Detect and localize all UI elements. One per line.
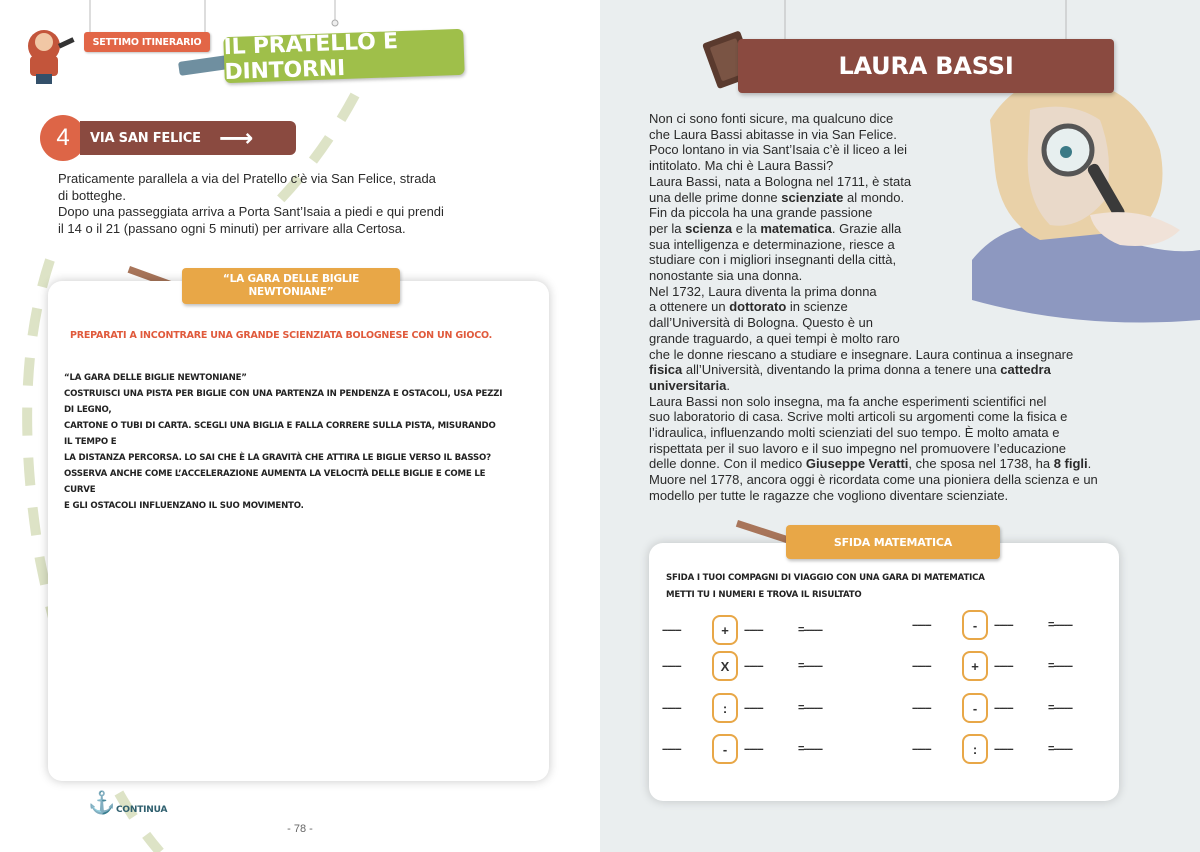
bio-text-run: per la [649, 220, 686, 236]
bio-line [649, 205, 1149, 221]
stop-number-badge: 4 [40, 115, 86, 161]
anchor-icon: ⚓ [88, 790, 116, 815]
bio-text-run: Nel 1732, Laura diventa la prima donna [649, 283, 877, 299]
bio-line [649, 331, 1149, 347]
bio-text-run: al mondo. [843, 189, 905, 205]
bio-text-run: sua intelligenza e determinazione, riesce a [649, 236, 895, 252]
bio-line [649, 425, 1149, 441]
operator-box: + [712, 615, 738, 645]
activity-tag-line: NEWTONIANE” [248, 286, 334, 298]
bio-line [649, 347, 1149, 363]
bio-text-run: all’Università, diventando la prima donna a tenere una [682, 362, 1001, 378]
bio-text-run: Laura Bassi, nata a Bologna nel 1711, è stata [649, 173, 912, 189]
bio-text-run: grande traguardo, a quei tempi è molto raro [649, 330, 900, 346]
bio-text-run: Muore nel 1778, ancora oggi è ricordata come una pioniera della scienza e un [649, 472, 1098, 488]
result-blank[interactable]: =------- [798, 624, 823, 636]
number-blank[interactable]: ------- [744, 743, 763, 755]
bio-text-run: studiare con i migliori insegnanti della città, [649, 252, 897, 268]
bio-text-run: rispettata per il suo lavoro e il suo impegno nel promuovere l’educazione [649, 440, 1066, 456]
bio-line [649, 315, 1149, 331]
bio-line [649, 111, 1149, 127]
bio-bold: fisica [649, 362, 683, 378]
bio-line [649, 472, 1149, 488]
bio-line [649, 174, 1149, 190]
bio-text-run: Fin da piccola ha una grande passione [649, 205, 873, 221]
intro-line: di botteghe. [58, 187, 126, 203]
activity-card [48, 281, 549, 781]
operator-box: - [962, 693, 988, 723]
character-illustration [28, 30, 75, 84]
challenge-line: METTI TU I NUMERI E TROVA IL RISULTATO [666, 590, 862, 600]
bio-text-run: che le donne riescano a studiare e insegnare. Laura continua a insegnare [649, 346, 1074, 362]
bio-line [649, 237, 1149, 253]
bio-text-run: che Laura Bassi abitasse in via San Felice. [649, 126, 897, 142]
number-blank[interactable]: ------- [744, 702, 763, 714]
operator-box: : [712, 693, 738, 723]
equation-row [662, 651, 858, 681]
itinerary-label: SETTIMO ITINERARIO [84, 32, 210, 52]
page-number: - 78 - [287, 823, 313, 835]
bio-text-run: modello per tutte le ragazze che vogliono diventare scienziate. [649, 487, 1009, 503]
operator-box: X [712, 651, 738, 681]
bio-line [649, 441, 1149, 457]
operator-box: - [712, 734, 738, 764]
intro-text [58, 171, 498, 237]
bio-text [649, 111, 1149, 504]
equation-row [662, 693, 858, 723]
equation-row [912, 734, 1108, 764]
equation-row [912, 651, 1108, 681]
activity-line: E GLI OSTACOLI INFLUENZANO IL SUO MOVIMENTO. [64, 501, 304, 511]
bio-bold: scienziate [781, 189, 844, 205]
result-blank[interactable]: =------- [1048, 702, 1073, 714]
bio-text-run: e la [732, 220, 761, 236]
pencil-illustration [736, 520, 793, 545]
result-blank[interactable]: =------- [1048, 660, 1073, 672]
activity-prep: PREPARATI A INCONTRARE UNA GRANDE SCIENZIATA BOLOGNESE CON UN GIOCO. [70, 330, 493, 341]
bio-line [649, 284, 1149, 300]
number-blank[interactable]: ------- [662, 624, 681, 636]
activity-line: “LA GARA DELLE BIGLIE NEWTONIANE” [64, 373, 247, 383]
bio-line [649, 158, 1149, 174]
activity-line: OSSERVA ANCHE COME L’ACCELERAZIONE AUMENTA LA VELOCITÀ DELLE BIGLIE E COME LE CURVE [64, 469, 486, 495]
bio-text-run: dall’Università di Bologna. Questo è un [649, 315, 874, 331]
bio-line [649, 190, 1149, 206]
number-blank[interactable]: ------- [662, 660, 681, 672]
bio-line [649, 394, 1149, 410]
intro-line: Dopo una passeggiata arriva a Porta Sant’Isaia a piedi e qui prendi [58, 204, 444, 219]
bio-text-run: delle donne. Con il medico [649, 456, 806, 472]
bio-text-run: l’idraulica, influenzando molti scienziati del suo tempo. È molto amata e [649, 425, 1060, 441]
bio-text-run: . Grazie alla [831, 220, 902, 236]
number-blank[interactable]: ------- [662, 702, 681, 714]
bio-line [649, 409, 1149, 425]
activity-line: LA DISTANZA PERCORSA. LO SAI CHE È LA GRAVITÀ CHE ATTIRA LE BIGLIE VERSO IL BASSO? [64, 453, 491, 463]
bio-line [649, 488, 1149, 504]
bio-line [649, 268, 1149, 284]
bio-text-run: nonostante sia una donna. [649, 268, 803, 284]
challenge-line: SFIDA I TUOI COMPAGNI DI VIAGGIO CON UNA GARA DI MATEMATICA [666, 573, 985, 583]
result-blank[interactable]: =------- [798, 743, 823, 755]
street-name: VIA SAN FELICE [90, 130, 201, 146]
number-blank[interactable]: ------- [662, 743, 681, 755]
result-blank[interactable]: =------- [798, 660, 823, 672]
bio-bold: dottorato [729, 299, 787, 315]
number-blank[interactable]: ------- [912, 702, 931, 714]
result-blank[interactable]: =------- [1048, 743, 1073, 755]
operator-box: + [962, 651, 988, 681]
equation-row [662, 615, 858, 645]
bio-line [649, 127, 1149, 143]
bio-text-run: Non ci sono fonti sicure, ma qualcuno dice [649, 111, 894, 126]
number-blank[interactable]: ------- [912, 743, 931, 755]
equation-row [662, 734, 858, 764]
bio-bold: cattedra [1000, 362, 1051, 378]
bio-line [649, 378, 1149, 394]
number-blank[interactable]: ------- [912, 660, 931, 672]
bio-text-run: a ottenere un [649, 299, 730, 315]
number-blank[interactable]: ------- [994, 660, 1013, 672]
activity-tag [182, 268, 400, 304]
result-blank[interactable]: =------- [1048, 619, 1073, 631]
intro-line: il 14 o il 21 (passano ogni 5 minuti) per arrivare alla Certosa. [58, 220, 406, 236]
bio-bold: matematica [760, 220, 832, 236]
bio-text-run: , che sposa nel 1738, ha [908, 456, 1054, 472]
bio-text-run: . [1087, 456, 1092, 472]
challenge-tag: SFIDA MATEMATICA [786, 525, 1000, 559]
bio-line [649, 456, 1149, 472]
bio-bold: universitaria [649, 377, 727, 393]
continue-link[interactable]: CONTINUA [116, 805, 168, 815]
equation-row [912, 610, 1108, 640]
activity-tag-line: “LA GARA DELLE BIGLIE [222, 273, 360, 285]
bio-line [649, 362, 1149, 378]
bio-line [649, 299, 1149, 315]
intro-line: Praticamente parallela a via del Pratello c’è via San Felice, strada [58, 171, 436, 186]
bio-text-run: intitolato. Ma chi è Laura Bassi? [649, 158, 834, 174]
operator-box: : [962, 734, 988, 764]
bio-line [649, 142, 1149, 158]
bio-bold: Giuseppe Veratti [805, 456, 909, 472]
activity-text [64, 370, 504, 514]
arrow-right-icon: ⟶ [218, 124, 254, 152]
bio-text-run: una delle prime donne [649, 189, 782, 205]
bio-bold: scienza [685, 220, 733, 236]
number-blank[interactable]: ------- [912, 619, 931, 631]
bio-line [649, 252, 1149, 268]
bio-text-run: Laura Bassi non solo insegna, ma fa anche esperimenti scientifici nel [649, 393, 1047, 409]
bio-text-run: Poco lontano in via Sant’Isaia c’è il liceo a lei [649, 142, 907, 158]
number-blank[interactable]: ------- [744, 660, 763, 672]
result-blank[interactable]: =------- [798, 702, 823, 714]
operator-box: - [962, 610, 988, 640]
page-title: IL PRATELLO E DINTORNI [223, 29, 464, 83]
activity-line: CARTONE O TUBI DI CARTA. SCEGLI UNA BIGLIA E FALLA CORRERE SULLA PISTA, MISURANDO IL TEMPO E [64, 421, 496, 447]
equation-row [912, 693, 1108, 723]
bio-text-run: . [726, 377, 730, 393]
challenge-instructions [666, 570, 985, 604]
number-blank[interactable]: ------- [994, 702, 1013, 714]
bio-title: LAURA BASSI [738, 39, 1114, 93]
number-blank[interactable]: ------- [744, 624, 763, 636]
number-blank[interactable]: ------- [994, 743, 1013, 755]
number-blank[interactable]: ------- [994, 619, 1013, 631]
bio-text-run: suo laboratorio di casa. Scrive molti articoli su argomenti come la fisica e [649, 409, 1068, 425]
bio-bold: 8 figli [1053, 456, 1088, 472]
street-heading [80, 121, 296, 155]
bio-line [649, 221, 1149, 237]
activity-line: COSTRUISCI UNA PISTA PER BIGLIE CON UNA PARTENZA IN PENDENZA E OSTACOLI, USA PEZZI DI LEGNO, [64, 389, 503, 415]
bio-text-run: in scienze [786, 299, 848, 315]
